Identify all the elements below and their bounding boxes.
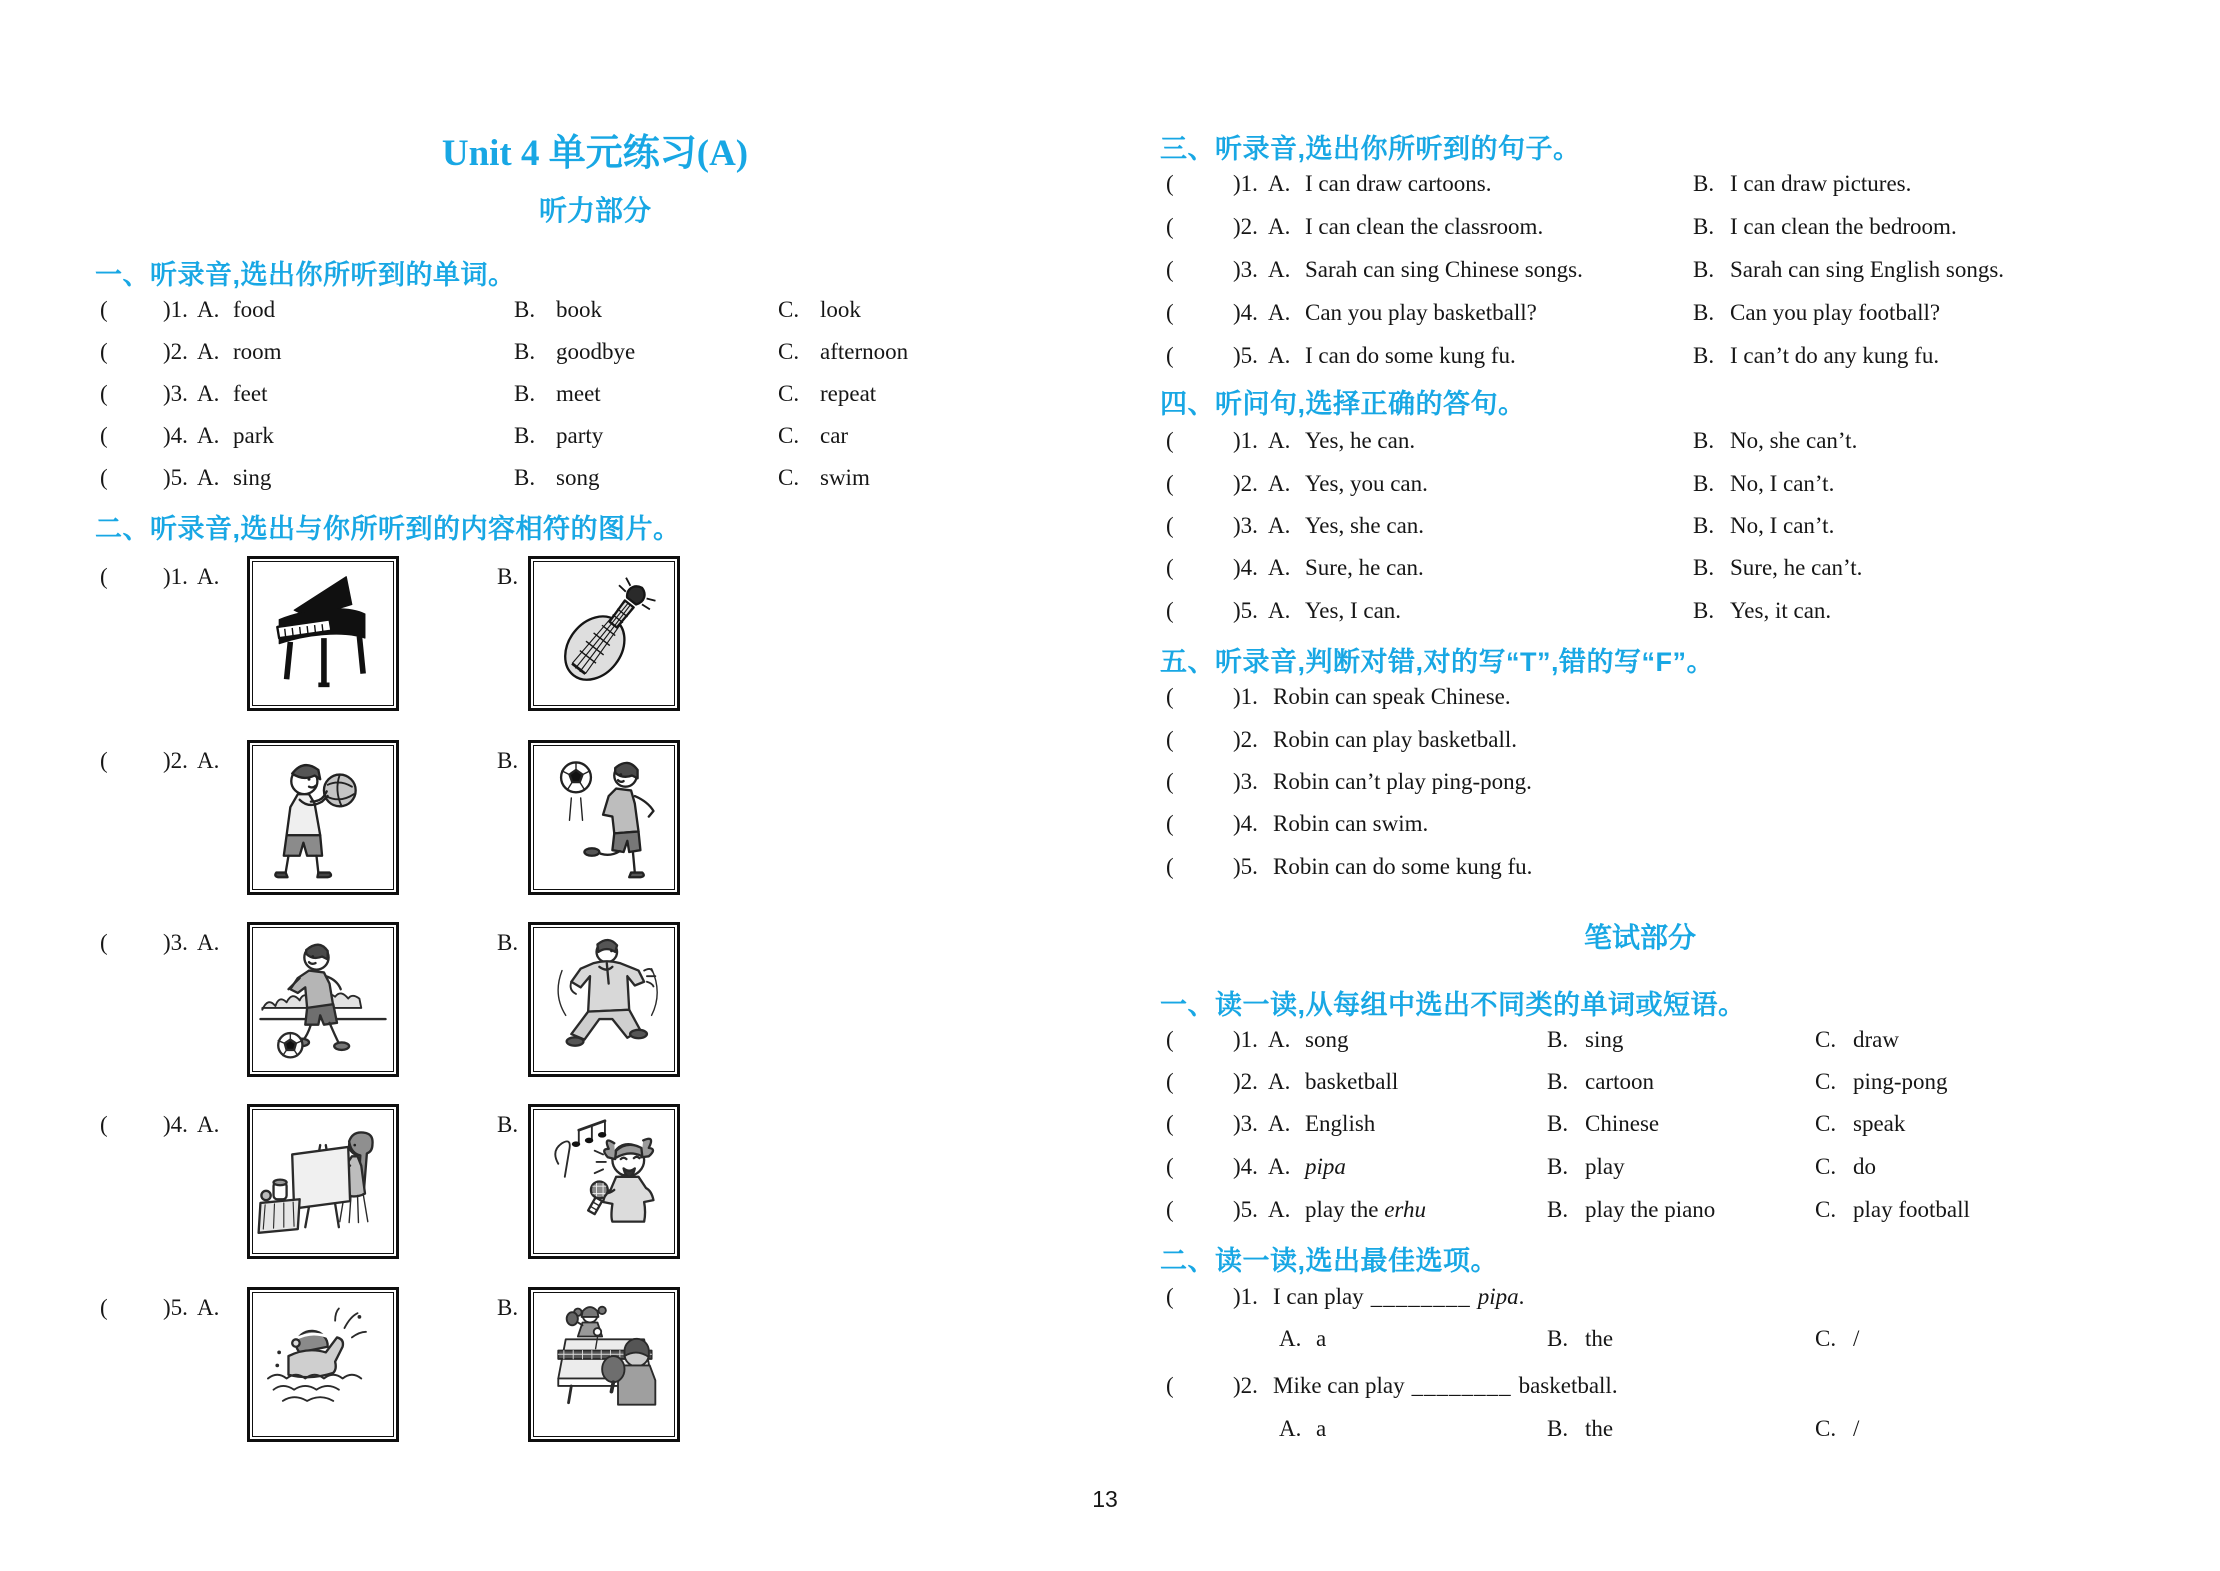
option-c-text: / <box>1853 1416 1860 1441</box>
option-c-text: repeat <box>820 381 877 406</box>
option-a-label: A. <box>1268 300 1291 325</box>
option-a-label: A. <box>197 1112 220 1137</box>
option-a-label: A. <box>197 423 220 448</box>
statement-text: Robin can play basketball. <box>1273 727 1517 752</box>
option-a-label: A. <box>1268 428 1291 453</box>
option-b-label: B. <box>514 465 536 490</box>
kids-playing-ping-pong-image <box>534 1293 674 1436</box>
option-b-text: No, I can’t. <box>1730 513 1835 538</box>
option-a-text: English <box>1305 1111 1376 1136</box>
picture-option-a <box>247 1104 399 1259</box>
answer-slot[interactable]: ( <box>100 423 108 448</box>
statement-text: Robin can’t play ping-pong. <box>1273 769 1532 794</box>
option-a-label: A. <box>1268 171 1291 196</box>
option-b-text: cartoon <box>1585 1069 1654 1094</box>
option-b-text: No, I can’t. <box>1730 471 1835 496</box>
answer-slot[interactable]: ( <box>1166 471 1174 496</box>
page-number: 13 <box>1092 1486 1118 1512</box>
item-number: )4. <box>1233 1154 1258 1179</box>
section-header-written-2: 二、读一读,选出最佳选项。 <box>1160 1246 1499 1276</box>
option-b-label: B. <box>1547 1027 1569 1052</box>
item-number: )2. <box>1233 214 1258 239</box>
section-header-listening-5: 五、听录音,判断对错,对的写“T”,错的写“F”。 <box>1160 647 1714 677</box>
picture-option-a <box>247 1287 399 1442</box>
option-c-label: C. <box>1815 1027 1837 1052</box>
item-number: )5. <box>163 1295 188 1320</box>
answer-slot[interactable]: ( <box>1166 1373 1174 1398</box>
picture-option-b <box>528 740 680 895</box>
option-a-label: A. <box>1268 257 1291 282</box>
item-number: )3. <box>163 930 188 955</box>
option-a-label: A. <box>1268 1111 1291 1136</box>
boy-kicking-football-image <box>253 928 393 1071</box>
option-b-text: party <box>556 423 604 448</box>
picture-option-b <box>528 1104 680 1259</box>
answer-slot[interactable]: ( <box>100 297 108 322</box>
option-b-label: B. <box>497 564 519 589</box>
answer-slot[interactable]: ( <box>1166 555 1174 580</box>
option-b-label: B. <box>1693 300 1715 325</box>
option-a-label: A. <box>197 297 220 322</box>
item-number: )1. <box>163 564 188 589</box>
option-b-text: No, she can’t. <box>1730 428 1858 453</box>
answer-slot[interactable]: ( <box>1166 598 1174 623</box>
option-b-label: B. <box>514 381 536 406</box>
option-b-label: B. <box>514 423 536 448</box>
option-a-label: A. <box>197 381 220 406</box>
boy-juggling-football-image <box>534 746 674 889</box>
answer-slot[interactable]: ( <box>1166 1027 1174 1052</box>
option-a-label: A. <box>197 564 220 589</box>
option-b-label: B. <box>514 297 536 322</box>
option-b-label: B. <box>1693 471 1715 496</box>
option-a-text: Yes, I can. <box>1305 598 1402 623</box>
answer-blank[interactable]: ________ <box>1370 1284 1471 1309</box>
option-a-text: Yes, he can. <box>1305 428 1416 453</box>
option-b-label: B. <box>1547 1326 1569 1351</box>
picture-option-a <box>247 922 399 1077</box>
answer-slot[interactable]: ( <box>1166 1154 1174 1179</box>
picture-row <box>100 1104 820 1264</box>
option-b-text: book <box>556 297 602 322</box>
option-b-text: sing <box>1585 1027 1624 1052</box>
item-number: )5. <box>1233 598 1258 623</box>
option-a-text: I can draw cartoons. <box>1305 171 1492 196</box>
option-a-text: feet <box>233 381 268 406</box>
option-c-label: C. <box>1815 1197 1837 1222</box>
option-a-label: A. <box>1268 214 1291 239</box>
option-b-label: B. <box>1693 343 1715 368</box>
option-a-label: A. <box>1268 1197 1291 1222</box>
girl-singing-with-microphone-image <box>534 1110 674 1253</box>
option-b-label: B. <box>1547 1111 1569 1136</box>
item-number: )2. <box>1233 1373 1258 1398</box>
item-number: )1. <box>1233 1027 1258 1052</box>
option-c-label: C. <box>778 423 800 448</box>
option-a-label: A. <box>1268 343 1291 368</box>
answer-slot[interactable]: ( <box>1166 214 1174 239</box>
option-c-text: car <box>820 423 849 448</box>
item-number: )2. <box>163 748 188 773</box>
option-a-text: sing <box>233 465 272 490</box>
option-a-label: A. <box>1279 1326 1302 1351</box>
item-number: )5. <box>163 465 188 490</box>
picture-row <box>100 740 820 900</box>
option-c-label: C. <box>1815 1154 1837 1179</box>
option-b-label: B. <box>497 1295 519 1320</box>
picture-row <box>100 922 820 1082</box>
item-number: )2. <box>1233 727 1258 752</box>
section-header-written-1: 一、读一读,从每组中选出不同类的单词或短语。 <box>1160 990 1746 1020</box>
option-a-label: A. <box>1268 513 1291 538</box>
section-header-listening-4: 四、听问句,选择正确的答句。 <box>1160 389 1526 419</box>
item-number: )3. <box>1233 1111 1258 1136</box>
option-b-text: the <box>1585 1326 1614 1351</box>
man-doing-tai-chi-image <box>534 928 674 1071</box>
picture-option-b <box>528 1287 680 1442</box>
option-c-text: swim <box>820 465 870 490</box>
written-part-heading: 笔试部分 <box>1583 922 1696 953</box>
item-number: )1. <box>1233 1284 1258 1309</box>
option-b-text: meet <box>556 381 601 406</box>
option-a-text: I can do some kung fu. <box>1305 343 1516 368</box>
option-a-label: A. <box>197 748 220 773</box>
option-c-label: C. <box>778 339 800 364</box>
option-a-text: I can clean the classroom. <box>1305 214 1544 239</box>
option-b-text: Yes, it can. <box>1730 598 1832 623</box>
answer-slot[interactable]: ( <box>1166 811 1174 836</box>
option-c-text: afternoon <box>820 339 909 364</box>
option-c-text: ping-pong <box>1853 1069 1948 1094</box>
option-b-label: B. <box>497 1112 519 1137</box>
option-a-label: A. <box>1268 598 1291 623</box>
option-b-label: B. <box>1547 1416 1569 1441</box>
option-b-text: song <box>556 465 600 490</box>
option-c-text: play football <box>1853 1197 1970 1222</box>
answer-slot[interactable]: ( <box>1166 1111 1174 1136</box>
option-b-label: B. <box>1693 257 1715 282</box>
item-number: )4. <box>1233 811 1258 836</box>
option-b-text: I can clean the bedroom. <box>1730 214 1957 239</box>
answer-slot[interactable]: ( <box>1166 1069 1174 1094</box>
option-a-text: a <box>1316 1416 1327 1441</box>
item-number: )2. <box>1233 1069 1258 1094</box>
picture-row <box>100 556 820 716</box>
option-a-text: pipa <box>1305 1154 1346 1179</box>
section-header-listening-3: 三、听录音,选出你所听到的句子。 <box>1160 134 1581 164</box>
option-b-label: B. <box>1693 513 1715 538</box>
statement-text: Robin can speak Chinese. <box>1273 684 1511 709</box>
picture-option-b <box>528 556 680 711</box>
option-c-label: C. <box>1815 1326 1837 1351</box>
answer-slot[interactable]: ( <box>1166 300 1174 325</box>
option-a-label: A. <box>197 1295 220 1320</box>
option-c-text: draw <box>1853 1027 1899 1052</box>
option-a-text: room <box>233 339 282 364</box>
answer-slot[interactable]: ( <box>1166 1197 1174 1222</box>
option-a-text: song <box>1305 1027 1349 1052</box>
option-a-text: Sure, he can. <box>1305 555 1424 580</box>
option-b-label: B. <box>514 339 536 364</box>
option-c-text: speak <box>1853 1111 1906 1136</box>
question-text: Mike can play ________ basketball. <box>1273 1373 1618 1398</box>
item-number: )1. <box>1233 171 1258 196</box>
picture-option-a <box>247 740 399 895</box>
answer-slot[interactable]: ( <box>1166 171 1174 196</box>
option-b-label: B. <box>1547 1197 1569 1222</box>
option-a-label: A. <box>197 339 220 364</box>
item-number: )3. <box>1233 257 1258 282</box>
answer-slot[interactable]: ( <box>100 1295 108 1320</box>
girl-painting-at-easel-image <box>253 1110 393 1253</box>
statement-text: Robin can do some kung fu. <box>1273 854 1533 879</box>
answer-slot[interactable]: ( <box>100 564 108 589</box>
statement-text: Robin can swim. <box>1273 811 1429 836</box>
option-a-label: A. <box>1268 555 1291 580</box>
option-c-label: C. <box>778 381 800 406</box>
item-number: )5. <box>1233 343 1258 368</box>
answer-slot[interactable]: ( <box>100 930 108 955</box>
answer-slot[interactable]: ( <box>100 1112 108 1137</box>
answer-slot[interactable]: ( <box>1166 428 1174 453</box>
item-number: )5. <box>1233 854 1258 879</box>
option-c-text: / <box>1853 1326 1860 1351</box>
item-number: )4. <box>163 423 188 448</box>
option-a-text: basketball <box>1305 1069 1399 1094</box>
item-number: )4. <box>1233 555 1258 580</box>
picture-option-b <box>528 922 680 1077</box>
item-number: )1. <box>1233 428 1258 453</box>
boy-swimming-image <box>253 1293 393 1436</box>
page-title: Unit 4 单元练习(A) <box>441 133 749 174</box>
item-number: )3. <box>1233 769 1258 794</box>
option-a-label: A. <box>1268 1154 1291 1179</box>
option-b-label: B. <box>1547 1154 1569 1179</box>
option-b-label: B. <box>1693 171 1715 196</box>
option-c-label: C. <box>1815 1416 1837 1441</box>
answer-blank[interactable]: ________ <box>1411 1373 1512 1398</box>
item-number: )4. <box>1233 300 1258 325</box>
boy-holding-basketball-image <box>253 746 393 889</box>
option-b-text: Sure, he can’t. <box>1730 555 1863 580</box>
option-b-label: B. <box>1547 1069 1569 1094</box>
option-b-text: goodbye <box>556 339 636 364</box>
option-c-label: C. <box>778 297 800 322</box>
answer-slot[interactable]: ( <box>1166 854 1174 879</box>
option-a-text: Sarah can sing Chinese songs. <box>1305 257 1583 282</box>
option-a-text: park <box>233 423 274 448</box>
answer-slot[interactable]: ( <box>100 381 108 406</box>
option-b-label: B. <box>1693 598 1715 623</box>
option-c-text: do <box>1853 1154 1876 1179</box>
answer-slot[interactable]: ( <box>1166 684 1174 709</box>
option-a-text: Yes, she can. <box>1305 513 1425 538</box>
option-b-label: B. <box>497 930 519 955</box>
answer-slot[interactable]: ( <box>1166 769 1174 794</box>
answer-slot[interactable]: ( <box>100 339 108 364</box>
picture-row <box>100 1287 820 1447</box>
item-number: )5. <box>1233 1197 1258 1222</box>
answer-slot[interactable]: ( <box>100 748 108 773</box>
answer-slot[interactable]: ( <box>1166 343 1174 368</box>
option-c-label: C. <box>1815 1111 1837 1136</box>
option-a-text: play the erhu <box>1305 1197 1426 1222</box>
option-b-text: Can you play football? <box>1730 300 1941 325</box>
option-b-text: Chinese <box>1585 1111 1660 1136</box>
option-b-text: the <box>1585 1416 1614 1441</box>
question-text: I can play ________ pipa. <box>1273 1284 1525 1309</box>
listening-part-heading: 听力部分 <box>538 195 651 226</box>
item-number: )3. <box>163 381 188 406</box>
option-b-label: B. <box>1693 214 1715 239</box>
answer-slot[interactable]: ( <box>100 465 108 490</box>
item-number: )4. <box>163 1112 188 1137</box>
option-a-label: A. <box>1268 1069 1291 1094</box>
pipa-lute-image <box>534 562 674 705</box>
option-c-text: look <box>820 297 861 322</box>
option-c-label: C. <box>1815 1069 1837 1094</box>
option-b-text: I can’t do any kung fu. <box>1730 343 1940 368</box>
option-c-label: C. <box>778 465 800 490</box>
option-b-label: B. <box>1693 428 1715 453</box>
answer-slot[interactable]: ( <box>1166 727 1174 752</box>
section-header-listening-1: 一、听录音,选出你所听到的单词。 <box>95 260 516 290</box>
answer-slot[interactable]: ( <box>1166 513 1174 538</box>
option-b-text: play the piano <box>1585 1197 1716 1222</box>
item-number: )2. <box>1233 471 1258 496</box>
option-a-text: a <box>1316 1326 1327 1351</box>
option-b-label: B. <box>1693 555 1715 580</box>
option-a-label: A. <box>197 930 220 955</box>
option-b-text: Sarah can sing English songs. <box>1730 257 2005 282</box>
option-a-text: Can you play basketball? <box>1305 300 1537 325</box>
option-a-label: A. <box>1279 1416 1302 1441</box>
section-header-listening-2: 二、听录音,选出与你所听到的内容相符的图片。 <box>95 514 681 544</box>
item-number: )1. <box>1233 684 1258 709</box>
option-a-text: food <box>233 297 276 322</box>
answer-slot[interactable]: ( <box>1166 1284 1174 1309</box>
item-number: )2. <box>163 339 188 364</box>
option-a-text: Yes, you can. <box>1305 471 1428 496</box>
item-number: )3. <box>1233 513 1258 538</box>
option-a-label: A. <box>1268 471 1291 496</box>
item-number: )1. <box>163 297 188 322</box>
option-b-label: B. <box>497 748 519 773</box>
option-b-text: play <box>1585 1154 1625 1179</box>
grand-piano-image <box>253 562 393 705</box>
picture-option-a <box>247 556 399 711</box>
option-a-label: A. <box>1268 1027 1291 1052</box>
option-a-label: A. <box>197 465 220 490</box>
answer-slot[interactable]: ( <box>1166 257 1174 282</box>
option-b-text: I can draw pictures. <box>1730 171 1912 196</box>
